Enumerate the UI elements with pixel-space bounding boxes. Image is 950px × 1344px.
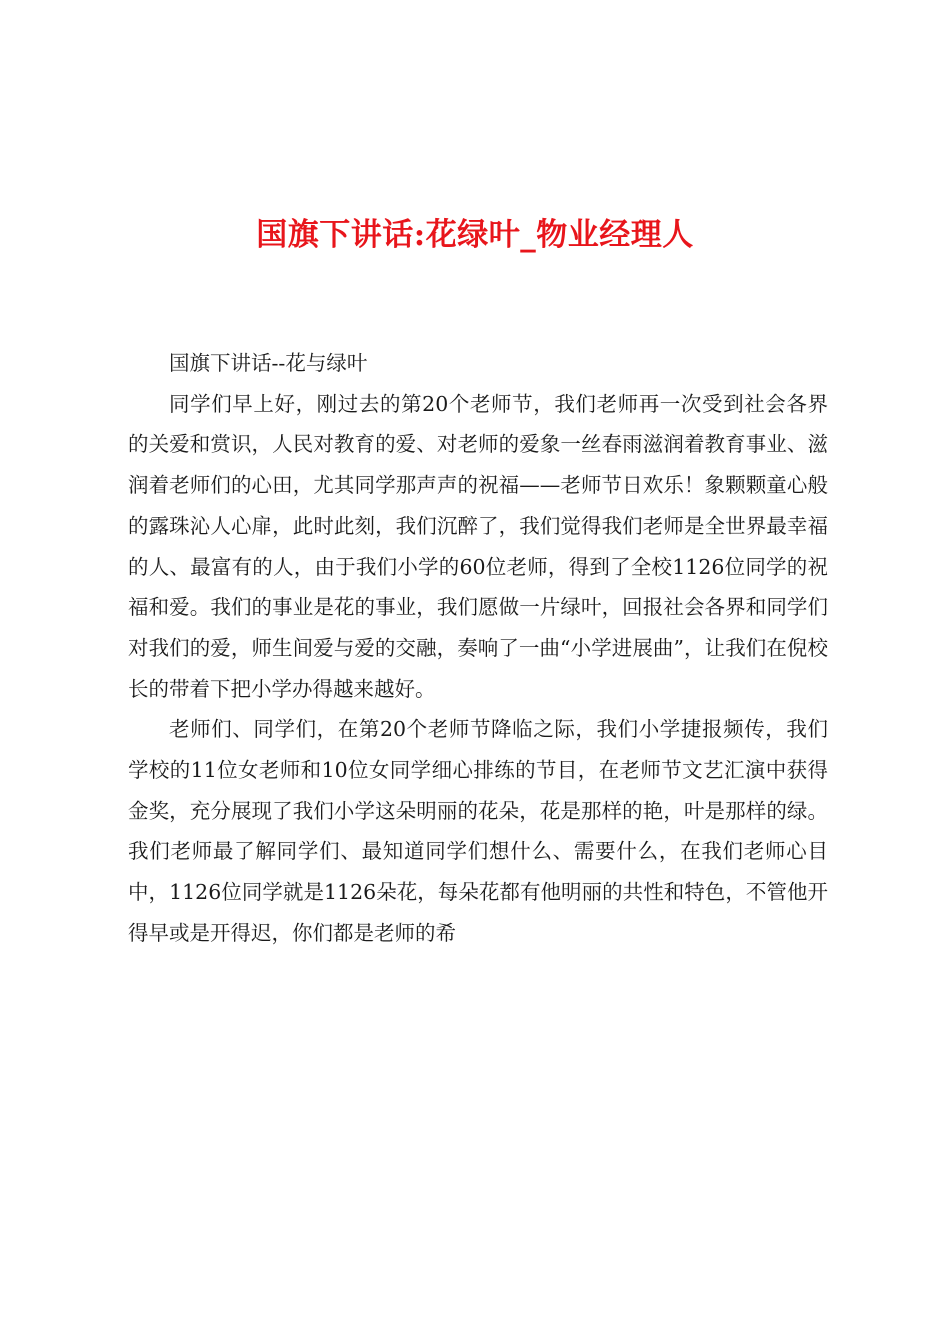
document-title: 国旗下讲话:花绿叶_物业经理人	[256, 217, 694, 253]
body-paragraph-1: 同学们早上好，刚过去的第20个老师节，我们老师再一次受到社会各界的关爱和赏识，人民对教育的爱、对老师的爱象一丝春雨滋润着教育事业、滋润着老师们的心田，尤其同学那声声的祝福——老师节日欢乐！象颗颗童心般的露珠沁人心扉，此时此刻，我们沉醉了，我们觉得我们老师是全世界最幸福的人、最富有的人，由于我们小学的60位老师，得到了全校1126位同学的祝福和爱。我们的事业是花的事业，我们愿做一片绿叶，回报社会各界和同学们对我们的爱，师生间爱与爱的交融，奏响了一曲“小学进展曲”，让我们在倪校长的带着下把小学办得越来越好。	[128, 391, 828, 701]
document-body	[128, 343, 828, 954]
document-subtitle: 国旗下讲话--花与绿叶	[169, 351, 368, 375]
body-paragraph-2: 老师们、同学们，在第20个老师节降临之际，我们小学捷报频传，我们学校的11位女老师和10位女同学细心排练的节目，在老师节文艺汇演中获得金奖，充分展现了我们小学这朵明丽的花朵，花是那样的艳，叶是那样的绿。我们老师最了解同学们、最知道同学们想什么、需要什么，在我们老师心目中，1126位同学就是1126朵花，每朵花都有他明丽的共性和特色，不管他开得早或是开得迟，你们都是老师的希	[128, 717, 828, 945]
